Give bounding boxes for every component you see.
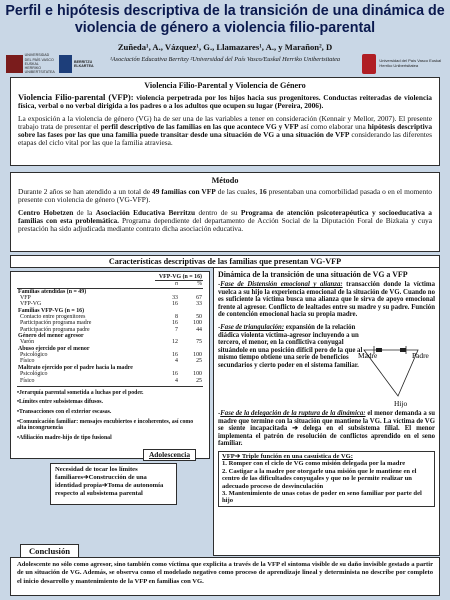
table-cell-n: 4	[175, 377, 178, 384]
characteristic-bullet: •Comunicación familiar: mensajes encubiertos e incoherentes, así como alta incongruencia	[17, 418, 194, 432]
table-cell-n: 8	[175, 314, 178, 321]
adolescencia-label: Adolescencia	[148, 450, 191, 459]
triangle-madre-label: Madre	[358, 350, 378, 360]
intro-heading: Violencia Filio-Parental y Violencia de Género	[144, 81, 306, 90]
method-paragraph-2	[18, 209, 432, 234]
logo-left	[6, 54, 94, 74]
table-row-label: Psicológico	[20, 352, 48, 359]
method-text: de la	[73, 207, 96, 217]
table-cell-pct: 25	[196, 358, 202, 365]
phase-1-text: transacción donde la víctima vuelca a su hijo la experiencia emocional de la situación de VG. Cuando no es suficiente la víctima busca una alianza que le sirva de apoyo emocional frente al agresor. Conflicto de lealtades entre su madre y su padre. Función de contención emocional hacia su propia madre.	[218, 281, 435, 319]
triangulation-diagram	[358, 324, 438, 408]
method-paragraph-1	[18, 188, 432, 205]
table-row-label: Contacto entre progenitores	[20, 314, 86, 321]
phase-1-title: Fase de Distensión emocional y alianza:	[220, 281, 343, 288]
phase-4-item: 3. Mantenimiento de unas cotas de poder en seno familiar por parte del hijo	[222, 489, 422, 505]
phase-2-block	[218, 324, 435, 408]
characteristics-heading: Características descriptivas de las familias que presentan VG-VFP	[108, 257, 342, 266]
ehu-logo-icon	[6, 55, 23, 73]
affiliation: ¹Asociación Educativa Berritzy ²Universidad del País Vasco/Euskal Herriko Unibertsitatea	[109, 56, 341, 63]
logo-right	[362, 54, 446, 74]
table-cell-n	[155, 288, 179, 295]
table-cell-n: 33	[172, 295, 178, 302]
characteristics-table	[17, 274, 203, 384]
table-row-label: VFP	[20, 295, 31, 302]
vfp-definition: violencia perpetrada por los hijos hacia sus progenitores. Conductas reiteradas de violencia física, verbal o no verbal dirigida a los padres o a los adultos que ocupen su lugar (Pereira, 2006).	[18, 93, 432, 111]
table-row-label: Familias atendidas (n = 49)	[18, 288, 87, 295]
characteristics-bullets	[17, 390, 203, 442]
phase-3-title: Fase de la delegación de la ruptura de la dinámica:	[220, 409, 366, 417]
intro-section	[10, 77, 440, 166]
table-cell-pct: 100	[193, 320, 202, 327]
table-group-header: VFP-VG (n = 16)	[155, 274, 203, 281]
method-text: dentro de su	[195, 207, 241, 217]
phase-4-item: 2. Castigar a la madre por otorgarle una misión que le mantiene en el centro de las dificultades conyugales y que no le permite realizar un adecuado proceso de desvinculación	[222, 467, 417, 490]
adolescencia-tag	[143, 449, 196, 461]
table-header-row	[17, 274, 203, 281]
phase-3-text: el menor demanda a su madre que termine con la situación que mantiene la VG. La víctima de VG se siente incapacitada ➔ delega en el subsistema filial. El menor implementa el patrón de resolución de conflictos aprendido en el seno familiar.	[218, 409, 435, 448]
table-cell-pct: 67	[196, 295, 202, 302]
table-row	[17, 378, 203, 384]
table-cell-pct: 100	[193, 371, 202, 378]
intro-paragraph-2	[18, 115, 432, 148]
method-bold-text: Asociación Educativa Berritzu	[95, 207, 196, 217]
intro-text: así como elaborar una	[298, 121, 368, 131]
phase-2-text: expansión de la relación diádica violenta víctima-agresor incluyendo a un tercero, el menor, en la conflictiva conyugal situándole en una posición difícil pero de la que al mismo tiempo obtiene una serie de beneficios secundarios y cierto poder en el sistema familiar.	[218, 323, 363, 369]
table-cell-n: 16	[172, 301, 178, 308]
table-corner	[17, 274, 155, 281]
phase-2-title: Fase de triangulación:	[220, 323, 285, 331]
authors: Zuñeda¹, A., Vázquez¹, G., Llamazares¹, A., y Marañon², D	[117, 42, 333, 52]
table-row-label: Físico	[20, 358, 35, 365]
table-subheader-row	[17, 281, 203, 288]
col-pct-header: %	[197, 281, 202, 288]
intro-text: considerando las diferentes etapas del ciclo vital por las que la familia atraviesa.	[18, 130, 433, 148]
table-row-label: Psicológico	[20, 371, 48, 378]
poster-title: Perfil e hipótesis descriptiva de la transición de una dinámica de violencia de género a violencia filio-parental	[5, 3, 445, 36]
method-section	[10, 172, 440, 252]
table-cell-n: 16	[172, 371, 178, 378]
phase-4-box	[218, 451, 435, 507]
table-row-label: Abuso ejercido por el menor	[18, 345, 90, 352]
upv-logo-text: Universidad del País Vasco Euskal Herriko Unibertsitatea	[379, 58, 442, 68]
conclusion-text: Adolescente no sólo como agresor, sino también como víctima que explicita a través de la VFP el síntoma visible de su daño invisible gestado a partir de un situación de VG. Además, se observa como el modelado negativo como proceso de aprendizaje lineal y determinista no describe por completo el inicio desarrollo y mantenimiento de la VFP en familias con VG.	[10, 557, 440, 596]
table-divider	[17, 386, 203, 387]
method-bold-text: Centro Hobetzen	[18, 207, 74, 217]
table-cell-pct: 50	[196, 314, 202, 321]
berritzu-logo-icon	[59, 55, 72, 73]
upv-logo-icon	[362, 54, 376, 74]
table-cell-pct	[179, 288, 203, 295]
method-heading: Método	[211, 176, 239, 185]
table-cell-n: 16	[172, 320, 178, 327]
table-cell-n: 7	[175, 326, 178, 333]
phase-4-title: VFP➔ Triple función en una casuística de VG:	[222, 452, 353, 460]
characteristic-bullet: •Jerarquía parental sometida a luchas por el poder.	[17, 389, 144, 396]
method-text: de las cuales,	[215, 187, 260, 196]
method-bold-text: 16	[259, 187, 267, 196]
phase-4-list	[222, 460, 431, 504]
table-cell-pct: 75	[196, 339, 202, 346]
method-bold-text: 49 familias con VFP	[152, 187, 216, 196]
berritzu-logo-text: BERRITZU ELKARTEA	[74, 59, 94, 68]
transition-heading: Dinámica de la transición de una situación de VG a VFP	[218, 270, 408, 279]
table-row-label: Participación programa madre	[20, 320, 92, 327]
characteristics-table-box	[10, 271, 210, 459]
table-cell-n: 16	[172, 352, 178, 359]
intro-bold-text: hipótesis descriptiva sobre las fases por las que una familia puede transitar desde una situación de VG a una situación de VFP	[18, 121, 433, 140]
conclusion-heading: Conclusión	[20, 544, 79, 558]
table-row-label: Familias VFP-VG (n = 16)	[18, 307, 85, 314]
table-cell-n: 4	[175, 358, 178, 365]
triangle-bar-icon	[400, 348, 406, 352]
vfp-term: Violencia Filio-parental (VFP):	[18, 92, 134, 102]
table-cell-pct: 25	[196, 377, 202, 384]
table-row-label: Varón	[20, 339, 35, 346]
method-text: Durante 2 años se han atendido a un total de	[18, 187, 153, 196]
phase-2: -Fase de triangulación: expansión de la relación diádica violenta víctima-agresor incluyendo a un tercero, el menor, en la conflictiva conyugal situándole en una posición difícil pero de la que al mismo tiempo obtiene una serie de beneficios secundarios y cierto poder en el sistema familiar.	[218, 323, 363, 369]
triangle-padre-label: Padre	[412, 350, 429, 360]
phase-4-item: 1. Romper con el ciclo de VG como misión delegada por la madre	[222, 460, 406, 468]
table-row-label: VFP-VG	[20, 301, 42, 308]
method-bold-text: Programa de atención psicoterapéutica y socioeducativa a familias con esta problemática.	[18, 207, 432, 225]
intro-bold-text: perfil descriptivo de las familias en las que acontece VG y VFP	[100, 121, 299, 131]
table-cell-pct: 33	[196, 301, 202, 308]
table-cell-n: 12	[172, 339, 178, 346]
table-body	[17, 288, 203, 384]
table-row-label: Físico	[20, 377, 35, 384]
table-row-label: Género del menor agresor	[18, 333, 84, 340]
table-row-label: Maltrato ejercido por el padre hacia la madre	[18, 364, 133, 371]
characteristic-bullet: •Límites entre subsistemas difusos.	[17, 399, 103, 406]
phase-3: -Fase de la delegación de la ruptura de la dinámica: el menor demanda a su madre que termine con la situación que mantiene la VG. La víctima de VG se siente incapacitada ➔ delega en el subsistema filial. El menor implementa el patrón de resolución de conflictos aprendido en el seno familiar.	[218, 409, 435, 448]
table-row-label: Participación programa padre	[20, 326, 90, 333]
intro-paragraph-1	[18, 93, 432, 111]
ehu-logo-text: UNIVERSIDAD DEL PAÍS VASCO EUSKAL HERRIKO UNIBERTSITATEA	[24, 53, 55, 75]
method-text: Programa dependiente del departamento de Acción Social de la Diputación Foral de Bizkaia y cuya prestación ha sido adjudicada mediante contrato dicha asociación educativa.	[18, 215, 432, 234]
col-n-header: n	[175, 281, 178, 288]
method-text: presentaban una comorbilidad pasada o en el momento presente con violencia de género (VG-VFP).	[18, 187, 433, 205]
characteristic-bullet: •Transacciones con el exterior escasas.	[17, 409, 112, 416]
phase-1: -Fase de Distensión emocional y alianza: transacción donde la víctima vuelca a su hijo la experiencia emocional de la situación de VG. Cuando no es suficiente la víctima busca una alianza que le sirva de apoyo emocional frente al agresor. Conflicto de lealtades entre su madre y su padre. Función de contención emocional hacia su propia madre.	[218, 281, 435, 319]
table-cell-pct: 44	[196, 326, 202, 333]
table-row	[17, 288, 203, 295]
adolescencia-box: Necesidad de tocar los límites familiares➔Construcción de una identidad propia➔Toma de autonomía respecto al subsistema parental	[50, 463, 177, 505]
table-corner	[17, 281, 155, 288]
transition-section	[213, 267, 440, 556]
triangle-hijo-label: Hijo	[394, 398, 408, 408]
table-cell-pct: 100	[193, 352, 202, 359]
characteristic-bullet: •Afiliación madre-hijo de tipo fusional	[17, 434, 112, 441]
intro-text: La exposición a la violencia de género (VG) ha de ser una de las variables a tener en consideración (Kennair y Mellor, 2007). El presente trabajo trata de presentar el	[18, 113, 432, 131]
